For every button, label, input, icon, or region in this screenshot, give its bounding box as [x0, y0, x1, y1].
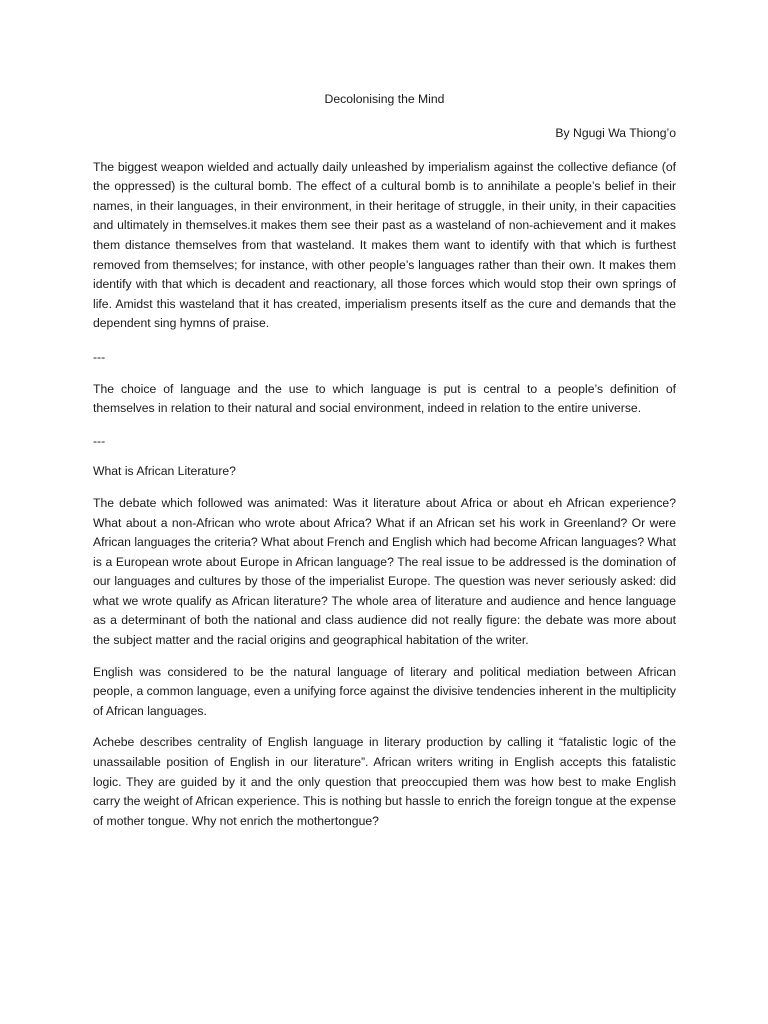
paragraph-choice-of-language: The choice of language and the use to which language is put is central to a people’s definition of themselves in relation to their natural and social environment, indeed in relation to the entire universe.	[93, 381, 676, 416]
document-title: Decolonising the Mind	[324, 92, 445, 106]
section-separator: ---	[93, 433, 106, 448]
section-separator: ---	[93, 349, 106, 364]
author-line: By Ngugi Wa Thiong’o	[555, 126, 676, 140]
paragraph-achebe: Achebe describes centrality of English language in literary production by calling it “fatalistic logic of the unassailable position of English in our literature”. African writers writing in English accepts this fatalistic logic. They are guided by it and the only question that preoccupied them was how best to make English carry the weight of African experience. This is nothing but hassle to enrich the foreign tongue at the expense of mother tongue. Why not enrich the mothertongue?	[93, 735, 676, 828]
paragraph-english-mediation: English was considered to be the natural language of literary and political mediation between African people, a common language, even a unifying force against the divisive tendencies inherent in the multiplicity of African languages.	[93, 664, 676, 718]
document-page	[93, 88, 676, 831]
section-heading: What is African Literature?	[93, 464, 236, 479]
paragraph-debate: The debate which followed was animated: Was it literature about Africa or about eh African experience? What about a non-African who wrote about Africa? What if an African set his work in Greenland? Or were African languages the criteria? What about French and English which had become African languages? What is a European wrote about Europe in African language? The real issue to be addressed is the domination of our languages and cultures by those of the imperialist Europe. The question was never seriously asked: did what we wrote qualify as African literature? The whole area of literature and audience and hence language as a determinant of both the national and class audience did not really figure: the debate was more about the subject matter and the racial origins and geographical habitation of the writer.	[93, 495, 676, 648]
paragraph-cultural-bomb: The biggest weapon wielded and actually daily unleashed by imperialism against the collective defiance (of the oppressed) is the cultural bomb. The effect of a cultural bomb is to annihilate a people’s belief in their names, in their languages, in their environment, in their heritage of struggle, in their unity, in their capacities and ultimately in themselves.it makes them see their past as a wasteland of non-achievement and it makes them distance themselves from that wasteland. It makes them want to identify with that which is furthest removed from themselves; for instance, with other people’s languages rather than their own. It makes them identify with that which is decadent and reactionary, all those forces which would stop their own springs of life. Amidst this wasteland that it has created, imperialism presents itself as the cure and demands that the dependent sing hymns of praise.	[93, 159, 676, 331]
